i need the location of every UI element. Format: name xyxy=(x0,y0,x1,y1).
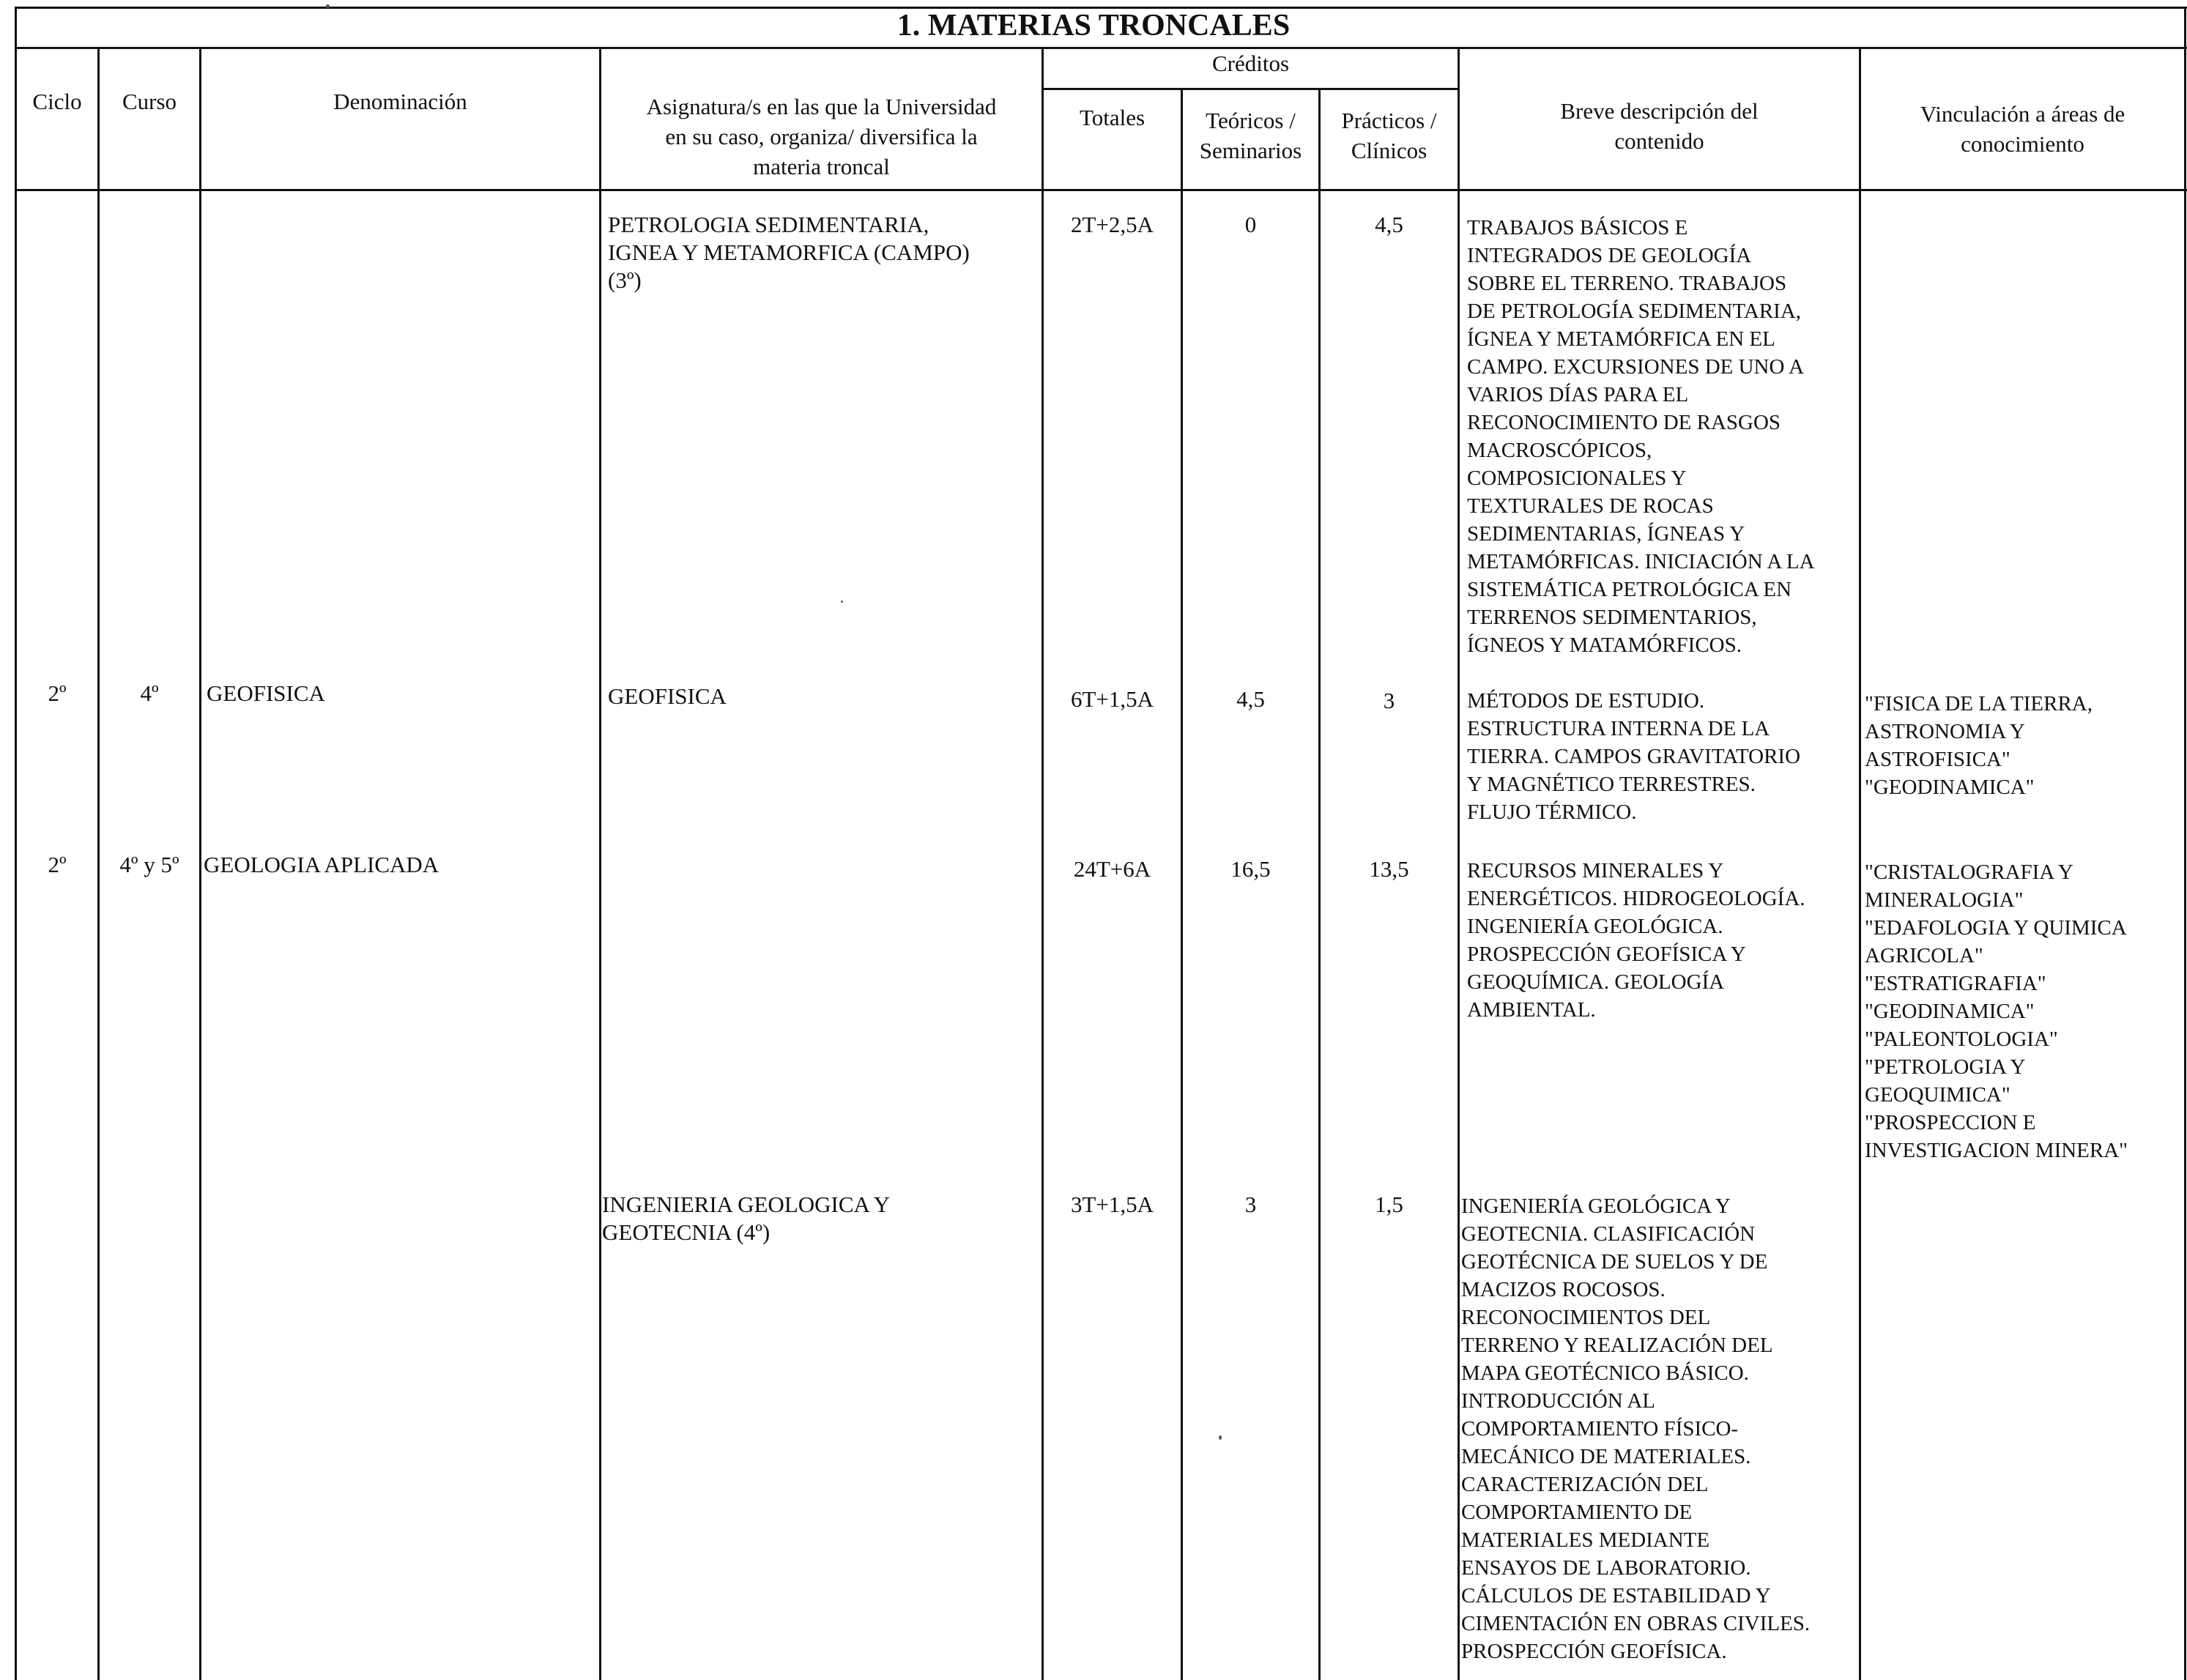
header-asignatura-line: materia troncal xyxy=(753,154,890,179)
text-line: RECURSOS MINERALES Y xyxy=(1467,859,1724,882)
header-curso: Curso xyxy=(122,89,177,114)
header-asignatura-line: en su caso, organiza/ diversifica la xyxy=(665,124,978,149)
text-line: SISTEMÁTICA PETROLÓGICA EN xyxy=(1467,578,1792,601)
header-ciclo: Ciclo xyxy=(32,89,82,114)
header-descripcion-line: contenido xyxy=(1614,128,1704,154)
text-line: "EDAFOLOGIA Y QUIMICA xyxy=(1865,916,2127,940)
text-line: "PETROLOGIA Y xyxy=(1865,1055,2026,1079)
cell-practicos: 1,5 xyxy=(1375,1192,1403,1217)
text-line: CAMPO. EXCURSIONES DE UNO A xyxy=(1467,355,1805,379)
text-line: RECONOCIMIENTOS DEL xyxy=(1461,1306,1711,1329)
text-line: ÍGNEA Y METAMÓRFICA EN EL xyxy=(1467,327,1775,351)
header-descripcion-line: Breve descripción del xyxy=(1560,98,1759,124)
text-line: INTEGRADOS DE GEOLOGÍA xyxy=(1467,244,1752,267)
header-asignatura-line: Asignatura/s en las que la Universidad xyxy=(646,94,997,119)
text-line: "GEODINAMICA" xyxy=(1865,1000,2035,1023)
text-line: "PROSPECCION E xyxy=(1865,1111,2036,1134)
text-line: TERRENOS SEDIMENTARIOS, xyxy=(1467,606,1757,629)
text-line: CARACTERIZACIÓN DEL xyxy=(1461,1473,1709,1496)
text-line: MECÁNICO DE MATERIALES. xyxy=(1461,1445,1751,1468)
cell-descripcion xyxy=(1467,857,1805,1024)
text-line: "FISICA DE LA TIERRA, xyxy=(1865,692,2093,716)
header-practicos-line: Clínicos xyxy=(1351,138,1427,163)
cell-teoricos: 4,5 xyxy=(1236,686,1265,712)
cell-practicos: 4,5 xyxy=(1375,212,1403,237)
text-line: GEOTÉCNICA DE SUELOS Y DE xyxy=(1461,1250,1768,1274)
header-teoricos-line: Seminarios xyxy=(1199,138,1302,163)
cell-curso: 4º xyxy=(140,680,159,706)
header-vinculacion xyxy=(1861,99,2184,159)
scan-speck xyxy=(1219,1435,1222,1440)
text-line: INGENIERÍA GEOLÓGICA. xyxy=(1467,915,1723,938)
text-line: "CRISTALOGRAFIA Y xyxy=(1865,861,2073,884)
text-line: TEXTURALES DE ROCAS xyxy=(1467,494,1714,518)
text-line: TERRENO Y REALIZACIÓN DEL xyxy=(1461,1334,1773,1357)
text-line: GEOQUIMICA" xyxy=(1865,1083,2010,1107)
text-line: GEOQUÍMICA. GEOLOGÍA xyxy=(1467,970,1725,994)
cell-curso: 4º y 5º xyxy=(119,852,179,877)
left-border xyxy=(15,7,17,1680)
text-line: AMBIENTAL. xyxy=(1467,998,1596,1022)
cell-descripcion xyxy=(1461,1192,1810,1665)
text-line: PROSPECCIÓN GEOFÍSICA. xyxy=(1461,1640,1727,1663)
text-line: "ESTRATIGRAFIA" xyxy=(1865,972,2046,995)
text-line: AGRICOLA" xyxy=(1865,944,1983,967)
header-creditos: Créditos xyxy=(1211,51,1290,76)
text-line: INGENIERIA GEOLOGICA Y xyxy=(602,1192,891,1217)
text-line: MACIZOS ROCOSOS. xyxy=(1461,1278,1666,1301)
col-divider-descripcion xyxy=(1859,47,1861,1680)
text-line: INVESTIGACION MINERA" xyxy=(1865,1139,2128,1162)
header-practicos xyxy=(1321,105,1458,166)
text-line: SOBRE EL TERRENO. TRABAJOS xyxy=(1467,272,1787,295)
header-practicos-line: Prácticos / xyxy=(1341,108,1437,133)
cell-totales: 2T+2,5A xyxy=(1070,212,1154,237)
text-line: TRABAJOS BÁSICOS E xyxy=(1467,216,1688,239)
text-line: RECONOCIMIENTO DE RASGOS xyxy=(1467,411,1781,434)
text-line: "GEODINAMICA" xyxy=(1865,776,2035,799)
cell-descripcion xyxy=(1467,214,1815,659)
cell-vinculacion xyxy=(1865,690,2093,801)
col-divider-curso xyxy=(199,47,201,1680)
cell-asignatura xyxy=(602,1191,890,1246)
scan-speck xyxy=(841,601,843,603)
text-line: COMPORTAMIENTO DE xyxy=(1461,1501,1693,1524)
text-line: VARIOS DÍAS PARA EL xyxy=(1467,383,1689,406)
text-line: METAMÓRFICAS. INICIACIÓN A LA xyxy=(1467,550,1815,573)
cell-asignatura xyxy=(608,683,727,710)
cell-teoricos: 16,5 xyxy=(1230,856,1271,882)
header-teoricos-line: Teóricos / xyxy=(1206,108,1296,133)
text-line: Y MAGNÉTICO TERRESTRES. xyxy=(1467,773,1756,796)
text-line: MACROSCÓPICOS, xyxy=(1467,439,1652,462)
text-line: IGNEA Y METAMORFICA (CAMPO) xyxy=(608,239,970,265)
text-line: MAPA GEOTÉCNICO BÁSICO. xyxy=(1461,1361,1749,1385)
header-denominacion: Denominación xyxy=(333,89,467,114)
header-totales: Totales xyxy=(1079,105,1146,130)
text-line: SEDIMENTARIAS, ÍGNEAS Y xyxy=(1467,522,1745,546)
text-line: DE PETROLOGÍA SEDIMENTARIA, xyxy=(1467,300,1802,323)
col-divider-teoricos xyxy=(1318,88,1321,1680)
text-line: ASTRONOMIA Y xyxy=(1865,720,2025,743)
cell-practicos: 3 xyxy=(1383,688,1395,713)
text-line: INGENIERÍA GEOLÓGICA Y xyxy=(1461,1194,1731,1218)
cell-descripcion xyxy=(1467,687,1800,826)
col-divider-denominacion xyxy=(599,47,601,1680)
cell-ciclo: 2º xyxy=(48,852,67,877)
text-line: PROSPECCIÓN GEOFÍSICA Y xyxy=(1467,943,1746,966)
text-line: GEOTECNIA. CLASIFICACIÓN xyxy=(1461,1222,1756,1246)
text-line: GEOTECNIA (4º) xyxy=(602,1219,771,1245)
text-line: (3º) xyxy=(608,267,642,293)
text-line: INTRODUCCIÓN AL xyxy=(1461,1389,1656,1413)
text-line: CIMENTACIÓN EN OBRAS CIVILES. xyxy=(1461,1612,1811,1635)
text-line: PETROLOGIA SEDIMENTARIA, xyxy=(608,212,929,237)
text-line: ENSAYOS DE LABORATORIO. xyxy=(1461,1556,1751,1580)
cell-totales: 3T+1,5A xyxy=(1070,1192,1154,1217)
col-divider-totales xyxy=(1181,88,1183,1680)
cell-ciclo: 2º xyxy=(48,680,67,706)
text-line: CÁLCULOS DE ESTABILIDAD Y xyxy=(1461,1584,1771,1607)
page-title: 1. MATERIAS TRONCALES xyxy=(896,9,1291,42)
right-border xyxy=(2184,7,2186,1680)
cell-vinculacion xyxy=(1865,858,2128,1164)
header-vinculacion-line: conocimiento xyxy=(1961,131,2084,157)
header-bottom-border xyxy=(15,189,2187,191)
cell-denominacion: GEOLOGIA APLICADA xyxy=(204,852,439,877)
cell-teoricos: 0 xyxy=(1244,212,1257,237)
cell-totales: 24T+6A xyxy=(1073,856,1151,882)
text-line: ESTRUCTURA INTERNA DE LA xyxy=(1467,717,1770,740)
creditos-divider xyxy=(1041,88,1459,90)
cell-denominacion: GEOFISICA xyxy=(207,680,325,706)
cell-teoricos: 3 xyxy=(1244,1192,1257,1217)
text-line: ASTROFISICA" xyxy=(1865,748,2010,771)
col-divider-practicos xyxy=(1458,47,1460,1680)
header-teoricos xyxy=(1183,105,1318,166)
text-line: COMPORTAMIENTO FÍSICO- xyxy=(1461,1417,1739,1441)
text-line: MÉTODOS DE ESTUDIO. xyxy=(1467,689,1705,713)
text-line: FLUJO TÉRMICO. xyxy=(1467,800,1637,824)
text-line: MINERALOGIA" xyxy=(1865,888,2024,912)
text-line: GEOFISICA xyxy=(608,683,727,709)
header-vinculacion-line: Vinculación a áreas de xyxy=(1920,101,2125,127)
text-line: ENERGÉTICOS. HIDROGEOLOGÍA. xyxy=(1467,887,1805,910)
cell-practicos: 13,5 xyxy=(1369,856,1409,882)
text-line: MATERIALES MEDIANTE xyxy=(1461,1528,1710,1552)
cell-totales: 6T+1,5A xyxy=(1070,686,1154,712)
cell-asignatura xyxy=(608,211,970,294)
text-line: "PALEONTOLOGIA" xyxy=(1865,1027,2058,1051)
scan-speck xyxy=(326,4,330,8)
text-line: COMPOSICIONALES Y xyxy=(1467,467,1687,490)
header-descripcion xyxy=(1460,96,1859,156)
text-line: TIERRA. CAMPOS GRAVITATORIO xyxy=(1467,745,1801,768)
text-line: ÍGNEOS Y MATAMÓRFICOS. xyxy=(1467,633,1742,657)
header-asignatura xyxy=(601,92,1041,182)
